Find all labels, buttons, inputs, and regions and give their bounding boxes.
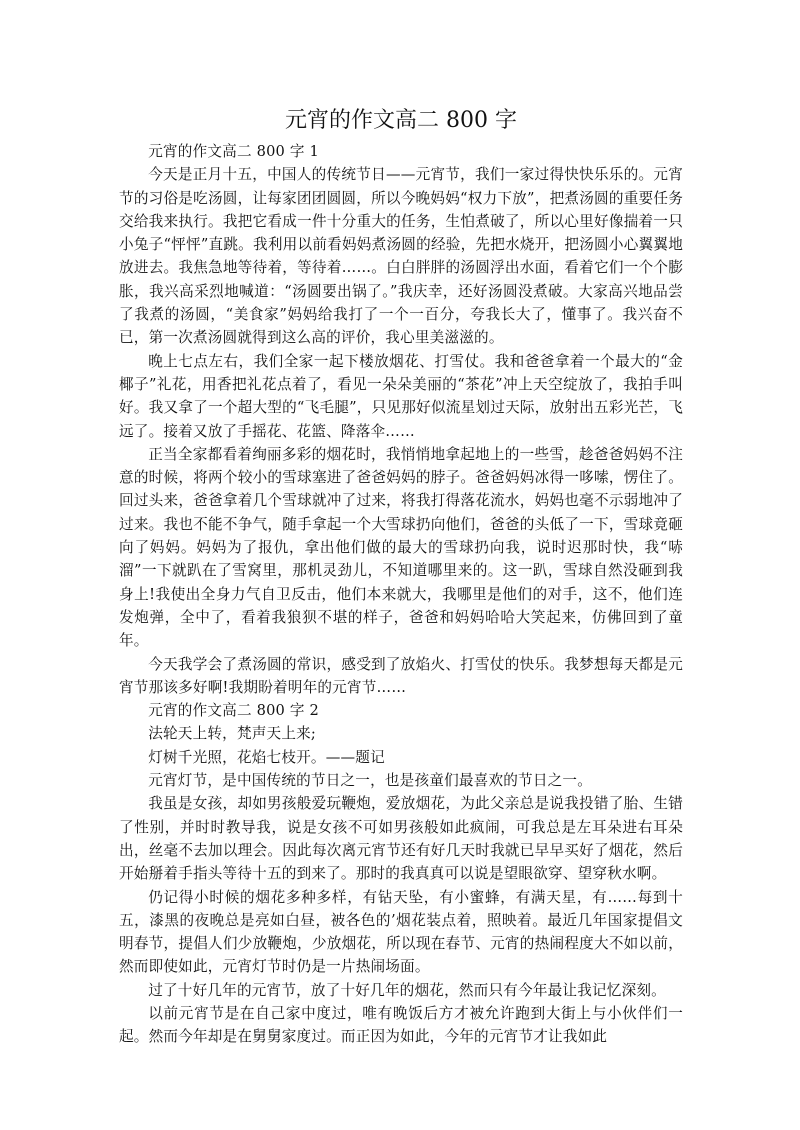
body-paragraph: 晚上七点左右，我们全家一起下楼放烟花、打雪仗。我和爸爸拿着一个最大的“金椰子”礼花，用香把礼花点着了，看见一朵朵美丽的“茶花”冲上天空绽放了，我拍手叫好。我又拿了一个超大型的“飞毛腿”，只见那好似流星划过天际，放射出五彩光芒，飞远了。接着又放了手摇花、花篮、降落伞…… [119,352,683,440]
poem-line: 灯树千光照，花焰七枝开。——题记 [148,748,385,766]
body-paragraph: 元宵灯节，是中国传统的节日之一，也是孩童们最喜欢的节日之一。 [148,772,593,790]
poem-line: 法轮天上转，梵声天上来; [148,725,317,743]
body-paragraph: 今天是正月十五，中国人的传统节日——元宵节，我们一家过得快快乐乐的。元宵节的习俗是吃汤圆，让每家团团圆圆，所以今晚妈妈“权力下放”，把煮汤圆的重要任务交给我来执行。我把它看成一件十分重大的任务，生怕煮破了，所以心里好像揣着一只小兔子“怦怦”直跳。我利用以前看妈妈煮汤圆的经验，先把水烧开，把汤圆小心翼翼地放进去。我焦急地等待着，等待着……。白白胖胖的汤圆浮出水面，看着它们一个个膨胀，我兴高采烈地喊道：“汤圆要出锅了。”我庆幸，还好汤圆没煮破。大家高兴地品尝了我煮的汤圆，“美食家”妈妈给我打了一个一百分，夸我长大了，懂事了。我兴奋不已，第一次煮汤圆就得到这么高的评价，我心里美滋滋的。 [119,166,683,347]
section-heading-1: 元宵的作文高二 800 字 1 [148,143,319,160]
body-paragraph: 正当全家都看着绚丽多彩的烟花时，我悄悄地拿起地上的一些雪，趁爸爸妈妈不注意的时候，将两个较小的雪球塞进了爸爸妈妈的脖子。爸爸妈妈冰得一哆嗦，愣住了。回过头来，爸爸拿着几个雪球就冲了过来，将我打得落花流水，妈妈也毫不示弱地冲了过来。我也不能不争气，随手拿起一个大雪球扔向他们，爸爸的头低了一下，雪球竟砸向了妈妈。妈妈为了报仇，拿出他们做的最大的雪球扔向我，说时迟那时快，我“哧溜”一下就趴在了雪窝里，那机灵劲儿，不知道哪里来的。这一趴，雪球自然没砸到我身上!我使出全身力气自卫反击，他们本来就大，我哪里是他们的对手，这不，他们连发炮弹，全中了，看着我狼狈不堪的样子，爸爸和妈妈哈哈大笑起来，仿佛回到了童年。 [119,445,683,650]
body-paragraph: 以前元宵节是在自己家中度过，唯有晚饭后方才被允许跑到大街上与小伙伴们一起。然而今年却是在舅舅家度过。而正因为如此，今年的元宵节才让我如此 [119,1004,683,1046]
section-heading-2: 元宵的作文高二 800 字 2 [148,702,319,720]
body-paragraph: 仍记得小时候的烟花多种多样，有钻天坠，有小蜜蜂，有满天星，有……每到十五，漆黑的夜晚总是亮如白昼，被各色的’烟花装点着，照映着。最近几年国家提倡文明春节，提倡人们少放鞭炮，少放烟花，所以现在春节、元宵的热闹程度大不如以前，然而即使如此，元宵灯节时仍是一片热闹场面。 [119,888,683,976]
document-page [119,104,683,1049]
body-paragraph: 过了十好几年的元宵节，放了十好几年的烟花，然而只有今年最让我记忆深刻。 [148,981,666,999]
body-paragraph: 今天我学会了煮汤圆的常识，感受到了放焰火、打雪仗的快乐。我梦想每天都是元宵节那该多好啊!我期盼着明年的元宵节…… [119,655,683,696]
body-paragraph: 我虽是女孩，却如男孩般爱玩鞭炮，爱放烟花，为此父亲总是说我投错了胎、生错了性别，并时时教导我，说是女孩不可如男孩般如此疯闹，可我总是左耳朵进右耳朵出，丝毫不去加以理会。因此每次离元宵节还有好几天时我就已早早买好了烟花，然后开始掰着手指头等待十五的到来了。那时的我真真可以说是望眼欲穿、望穿秋水啊。 [119,795,683,883]
document-title: 元宵的作文高二 800 字 [285,108,517,133]
